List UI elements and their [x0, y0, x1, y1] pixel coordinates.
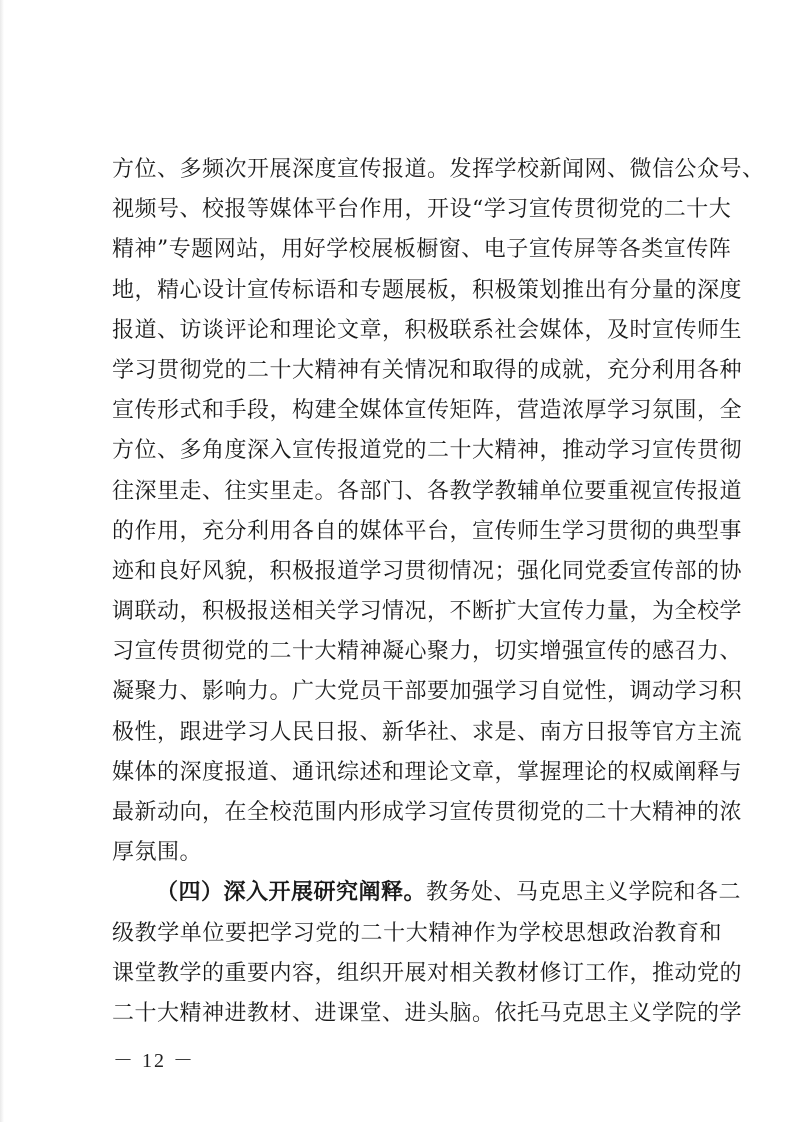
scan-edge [0, 0, 4, 1122]
paragraph-line: 极性，跟进学习人民日报、新华社、求是、南方日报等官方主流 [112, 719, 743, 745]
paragraph-line: 精神”专题网站，用好学校展板橱窗、电子宣传屏等各类宣传阵 [112, 237, 732, 263]
paragraph-line: 的作用，充分利用各自的媒体平台，宣传师生学习贯彻的典型事 [112, 518, 743, 544]
paragraph-line: 宣传形式和手段，构建全媒体宣传矩阵，营造浓厚学习氛围，全 [112, 398, 743, 424]
paragraph-line: 最新动向，在全校范围内形成学习宣传贯彻党的二十大精神的浓 [112, 800, 743, 825]
section-first-line-text: 教务处、马克思主义学院和各二 [426, 880, 742, 906]
paragraph-line: 报道、访谈评论和理论文章，积极联系社会媒体，及时宣传师生 [112, 317, 743, 343]
paragraph-line: 习宣传贯彻党的二十大精神凝心聚力，切实增强宣传的感召力、 [112, 639, 743, 665]
paragraph-line: 调联动，积极报送相关学习情况，不断扩大宣传力量，为全校学 [112, 599, 743, 625]
section-heading: （四）深入开展研究阐释。 [156, 880, 427, 906]
paragraph-line: 媒体的深度报道、通讯综述和理论文章，掌握理论的权威阐释与 [112, 759, 743, 785]
paragraph-line: 级教学单位要把学习党的二十大精神作为学校思想政治教育和 [112, 920, 722, 946]
body-text [112, 150, 765, 1034]
paragraph-line: 方位、多角度深入宣传报道党的二十大精神，推动学习宣传贯彻 [112, 438, 743, 464]
paragraph-line: 课堂教学的重要内容，组织开展对相关教材修订工作，推动党的 [112, 960, 743, 986]
paragraph-line: 厚氛围。 [112, 840, 203, 866]
paragraph-line: 凝聚力、影响力。广大党员干部要加强学习自觉性，调动学习积 [112, 679, 743, 705]
paragraph-line: 往深里走、往实里走。各部门、各教学教辅单位要重视宣传报道 [112, 478, 743, 504]
section-heading-line [112, 873, 742, 913]
paragraph-line: 视频号、校报等媒体平台作用，开设“学习宣传贯彻党的二十大 [112, 197, 732, 223]
paragraph-line: 方位、多频次开展深度宣传报道。发挥学校新闻网、微信公众号、 [112, 157, 765, 182]
paragraph-line: 地，精心设计宣传标语和专题展板，积极策划推出有分量的深度 [112, 277, 743, 303]
paragraph-line: 迹和良好风貌，积极报道学习贯彻情况；强化同党委宣传部的协 [112, 558, 743, 584]
paragraph-line: 学习贯彻党的二十大精神有关情况和取得的成就，充分利用各种 [112, 357, 743, 383]
paragraph-line: 二十大精神进教材、进课堂、进头脑。依托马克思主义学院的学 [112, 1000, 743, 1026]
page-number: － 12 － [113, 1050, 195, 1072]
